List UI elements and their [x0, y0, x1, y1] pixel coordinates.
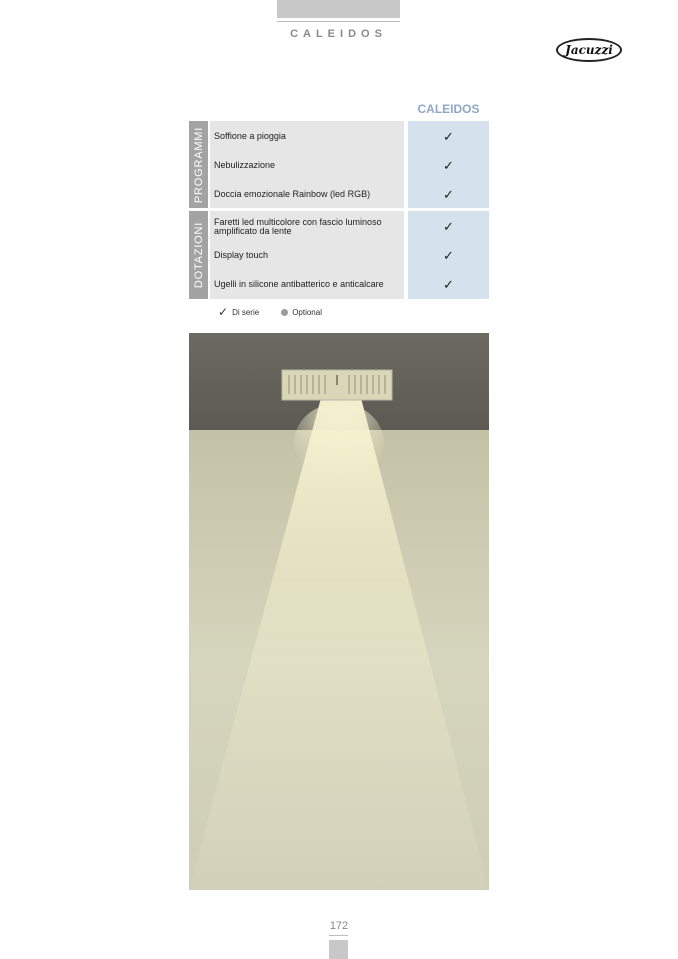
- optional-dot-icon: [281, 309, 288, 316]
- check-icon: ✓: [443, 218, 454, 234]
- check-icon: ✓: [443, 157, 454, 173]
- bottom-rule: [329, 935, 348, 936]
- group-label-programmi: PROGRAMMI: [189, 121, 208, 208]
- group-dotazioni: [189, 211, 489, 299]
- section-title: CALEIDOS: [290, 28, 387, 40]
- table-row: [189, 270, 489, 299]
- top-rule: [277, 21, 400, 22]
- feature-name: Doccia emozionale Rainbow (led RGB): [214, 189, 371, 199]
- legend: [218, 305, 322, 319]
- group-label-dotazioni: DOTAZIONI: [189, 211, 208, 299]
- feature-name: Nebulizzazione: [214, 160, 276, 170]
- table-row: [189, 151, 489, 180]
- column-header: CALEIDOS: [417, 102, 480, 116]
- check-icon: ✓: [443, 276, 454, 292]
- page-number: 172: [329, 920, 349, 932]
- brand-logo: Jacuzzi: [556, 38, 622, 62]
- bottom-tab-decoration: [329, 940, 348, 959]
- legend-optional-label: Optional: [292, 307, 322, 317]
- shower-head-icon: [282, 370, 392, 400]
- check-icon: ✓: [443, 128, 454, 144]
- standard-check-icon: ✓: [218, 305, 229, 319]
- check-icon: ✓: [443, 247, 454, 263]
- product-photo: [189, 333, 489, 890]
- top-tab-decoration: [277, 0, 400, 18]
- table-row: [189, 212, 489, 241]
- legend-standard-label: Di serie: [232, 307, 260, 317]
- feature-name: Soffione a pioggia: [214, 131, 286, 141]
- group-programmi: [189, 121, 489, 208]
- check-icon: ✓: [443, 186, 454, 202]
- table-row: [189, 241, 489, 270]
- feature-name: Faretti led multicolore con fascio luminoso amplificato da lente: [214, 216, 382, 236]
- table-row: [189, 122, 489, 151]
- table-row: [189, 180, 489, 209]
- feature-name: Display touch: [214, 250, 269, 260]
- feature-name: Ugelli in silicone antibatterico e anticalcare: [214, 279, 384, 289]
